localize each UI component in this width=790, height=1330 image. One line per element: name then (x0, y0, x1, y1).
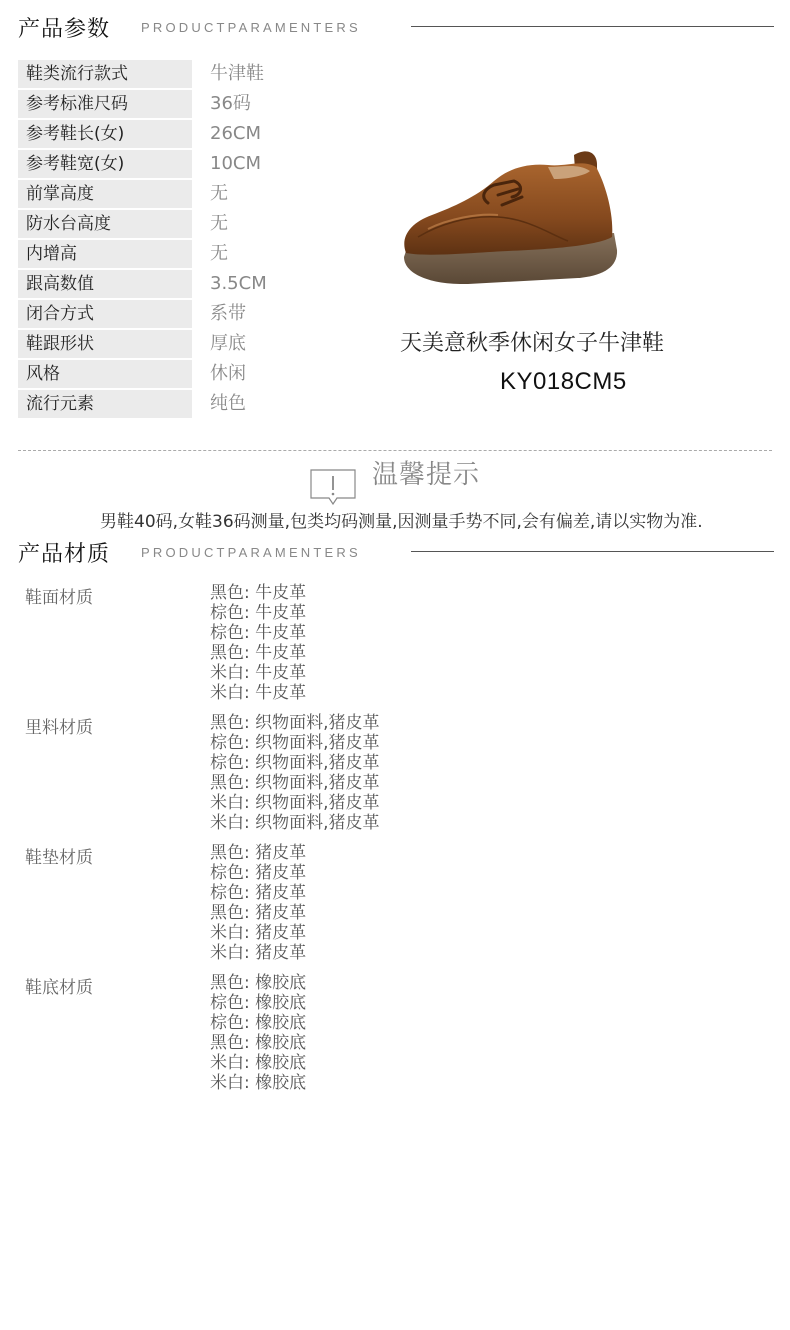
param-label: 防水台高度 (18, 210, 192, 238)
dashed-divider (18, 450, 772, 451)
material-line: 米白: 牛皮革 (210, 663, 307, 683)
param-label: 前掌高度 (18, 180, 192, 208)
product-code: KY018CM5 (500, 368, 627, 395)
material-line: 米白: 织物面料,猪皮革 (210, 813, 380, 833)
material-lines (210, 583, 306, 703)
product-name: 天美意秋季休闲女子牛津鞋 (400, 331, 665, 356)
material-label: 鞋底材质 (25, 978, 93, 998)
divider-line (411, 26, 774, 27)
param-value: 纯色 (210, 393, 246, 414)
param-value: 26CM (210, 123, 262, 144)
material-line: 米白: 牛皮革 (210, 683, 307, 703)
param-value: 牛津鞋 (210, 63, 264, 84)
material-label: 里料材质 (25, 718, 93, 738)
materials-section-title: 产品材质 (18, 542, 111, 567)
material-line: 黑色: 牛皮革 (210, 643, 307, 663)
material-line: 黑色: 牛皮革 (210, 583, 307, 603)
material-lines (210, 713, 380, 833)
material-line: 棕色: 猪皮革 (210, 863, 307, 883)
param-value: 无 (210, 243, 228, 264)
material-label: 鞋垫材质 (25, 848, 93, 868)
tip-text: 男鞋40码,女鞋36码测量,包类均码测量,因测量手势不同,会有偏差,请以实物为准. (100, 512, 703, 532)
product-shoe-image (398, 145, 624, 295)
material-line: 米白: 织物面料,猪皮革 (210, 793, 380, 813)
material-line: 棕色: 织物面料,猪皮革 (210, 753, 380, 773)
params-section-header (18, 12, 774, 42)
param-label: 风格 (18, 360, 192, 388)
material-line: 棕色: 橡胶底 (210, 993, 307, 1013)
param-label: 参考鞋宽(女) (18, 150, 192, 178)
param-value: 3.5CM (210, 273, 267, 294)
exclamation-speech-bubble-icon (310, 469, 356, 505)
material-lines (210, 843, 306, 963)
material-line: 黑色: 橡胶底 (210, 1033, 307, 1053)
material-lines (210, 973, 306, 1093)
divider-line (411, 551, 774, 552)
material-label: 鞋面材质 (25, 588, 93, 608)
param-value: 无 (210, 183, 228, 204)
param-label: 鞋跟形状 (18, 330, 192, 358)
param-label: 参考鞋长(女) (18, 120, 192, 148)
param-value: 休闲 (210, 363, 246, 384)
param-label: 跟高数值 (18, 270, 192, 298)
param-value: 无 (210, 213, 228, 234)
param-label: 流行元素 (18, 390, 192, 418)
material-line: 米白: 猪皮革 (210, 923, 307, 943)
param-value: 10CM (210, 153, 262, 174)
param-label: 闭合方式 (18, 300, 192, 328)
material-line: 棕色: 牛皮革 (210, 623, 307, 643)
param-value: 36码 (210, 93, 251, 114)
material-line: 棕色: 橡胶底 (210, 1013, 307, 1033)
param-label: 鞋类流行款式 (18, 60, 192, 88)
material-line: 棕色: 牛皮革 (210, 603, 307, 623)
materials-section-header (18, 537, 774, 567)
material-line: 黑色: 猪皮革 (210, 903, 307, 923)
tip-title: 温馨提示 (372, 460, 481, 490)
param-value: 厚底 (210, 333, 246, 354)
material-line: 棕色: 织物面料,猪皮革 (210, 733, 380, 753)
material-line: 黑色: 织物面料,猪皮革 (210, 773, 380, 793)
material-line: 米白: 橡胶底 (210, 1073, 307, 1093)
material-line: 棕色: 猪皮革 (210, 883, 307, 903)
material-line: 米白: 猪皮革 (210, 943, 307, 963)
params-section-title: 产品参数 (18, 17, 111, 42)
material-line: 黑色: 织物面料,猪皮革 (210, 713, 380, 733)
param-label: 内增高 (18, 240, 192, 268)
param-value: 系带 (210, 303, 246, 324)
params-section-subtitle: PRODUCTPARAMENTERS (141, 20, 361, 35)
material-line: 黑色: 猪皮革 (210, 843, 307, 863)
param-label: 参考标准尺码 (18, 90, 192, 118)
material-line: 黑色: 橡胶底 (210, 973, 307, 993)
material-line: 米白: 橡胶底 (210, 1053, 307, 1073)
materials-section-subtitle: PRODUCTPARAMENTERS (141, 545, 361, 560)
